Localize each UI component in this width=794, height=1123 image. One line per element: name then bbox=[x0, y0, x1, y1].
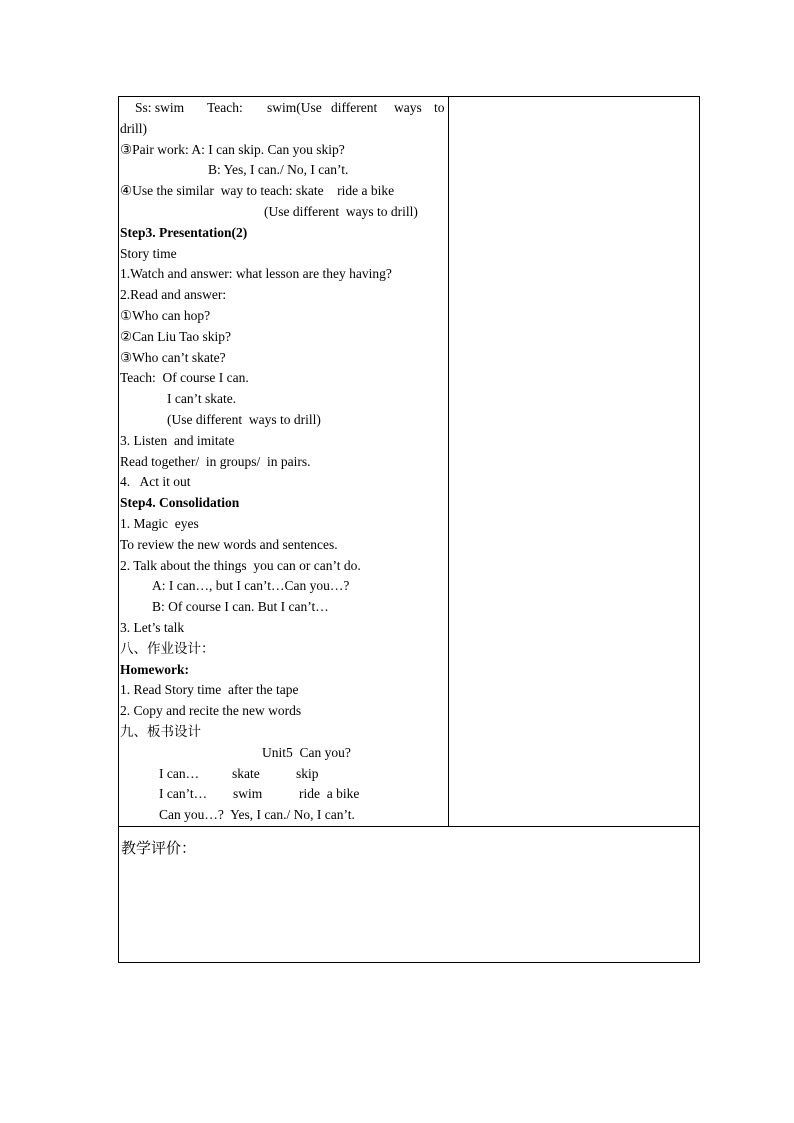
text: different bbox=[331, 100, 378, 115]
line bbox=[120, 348, 447, 369]
text: I can’t skate. bbox=[167, 391, 237, 407]
text: Step4. Consolidation bbox=[120, 495, 240, 511]
line bbox=[120, 244, 447, 265]
board-design-heading bbox=[120, 722, 447, 743]
text: ③Who can’t skate? bbox=[120, 349, 226, 365]
text: Ss: swim bbox=[135, 100, 185, 115]
line bbox=[120, 618, 447, 639]
text: swim(Use bbox=[267, 100, 322, 115]
text: to bbox=[434, 100, 445, 115]
line bbox=[120, 701, 447, 722]
text: 1. Read Story time after the tape bbox=[120, 682, 299, 698]
line-ss-swim bbox=[120, 98, 447, 119]
homework-heading bbox=[120, 660, 447, 681]
text: ①Who can hop? bbox=[120, 307, 211, 323]
text: Teach: Of course I can. bbox=[120, 370, 249, 386]
text: 八、作业设计： bbox=[120, 640, 215, 657]
line bbox=[120, 514, 447, 535]
line bbox=[120, 535, 447, 556]
text: ④Use the similar way to teach: skate ride a bike bbox=[120, 183, 395, 199]
text: A: I can…, but I can’t…Can you…? bbox=[152, 578, 350, 594]
board-row bbox=[120, 784, 447, 805]
text: ways bbox=[394, 100, 422, 115]
board-row bbox=[120, 764, 447, 785]
text: 2.Read and answer: bbox=[120, 287, 227, 303]
line bbox=[120, 181, 447, 202]
step4-heading bbox=[120, 493, 447, 514]
line bbox=[120, 410, 447, 431]
board-title bbox=[120, 743, 447, 764]
line bbox=[120, 452, 447, 473]
homework-section-heading bbox=[120, 639, 447, 660]
text: B: Of course I can. But I can’t… bbox=[152, 599, 329, 615]
text: Read together/ in groups/ in pairs. bbox=[120, 453, 311, 469]
line bbox=[120, 431, 447, 452]
text: skate bbox=[232, 765, 260, 781]
text: Can you…? Yes, I can./ No, I can’t. bbox=[159, 807, 355, 823]
evaluation-label: 教学评价： bbox=[121, 839, 197, 857]
text: 3. Let’s talk bbox=[120, 619, 185, 635]
line bbox=[120, 576, 447, 597]
notes-cell bbox=[449, 97, 699, 826]
line bbox=[120, 597, 447, 618]
board-row bbox=[120, 805, 447, 826]
text: 1. Magic eyes bbox=[120, 515, 199, 531]
text: I can… bbox=[159, 765, 200, 781]
line bbox=[120, 264, 447, 285]
text: 2. Copy and recite the new words bbox=[120, 703, 302, 719]
text: skip bbox=[296, 765, 319, 781]
line bbox=[120, 389, 447, 410]
line bbox=[120, 327, 447, 348]
text: ③Pair work: A: I can skip. Can you skip? bbox=[120, 141, 345, 157]
lesson-plan-table bbox=[118, 96, 700, 963]
text: drill) bbox=[120, 120, 147, 136]
text: Teach: bbox=[207, 100, 243, 115]
text: Unit5 Can you? bbox=[262, 744, 351, 760]
line-pair-work bbox=[120, 140, 447, 161]
line bbox=[120, 119, 447, 140]
text: I can’t… bbox=[159, 786, 208, 802]
text: ride a bike bbox=[299, 786, 360, 802]
line bbox=[120, 680, 447, 701]
text: Step3. Presentation(2) bbox=[120, 224, 248, 240]
text: (Use different ways to drill) bbox=[167, 411, 321, 427]
text: ②Can Liu Tao skip? bbox=[120, 328, 232, 344]
text: To review the new words and sentences. bbox=[120, 536, 338, 552]
text: (Use different ways to drill) bbox=[264, 203, 418, 219]
text: B: Yes, I can./ No, I can’t. bbox=[208, 162, 349, 178]
text: Homework: bbox=[120, 661, 189, 677]
step3-heading bbox=[120, 223, 447, 244]
procedure-cell bbox=[120, 98, 447, 826]
text: 3. Listen and imitate bbox=[120, 432, 235, 448]
line bbox=[120, 368, 447, 389]
line bbox=[120, 160, 447, 181]
text: Story time bbox=[120, 245, 177, 261]
line bbox=[120, 202, 447, 223]
line bbox=[120, 556, 447, 577]
text: 2. Talk about the things you can or can’t do. bbox=[120, 557, 361, 573]
line bbox=[120, 306, 447, 327]
line bbox=[120, 285, 447, 306]
text: 九、板书设计 bbox=[120, 723, 201, 740]
text: 1.Watch and answer: what lesson are they having? bbox=[120, 266, 392, 282]
text: swim bbox=[233, 786, 263, 802]
text: 4. Act it out bbox=[120, 474, 191, 490]
line bbox=[120, 472, 447, 493]
row-divider bbox=[119, 826, 699, 827]
